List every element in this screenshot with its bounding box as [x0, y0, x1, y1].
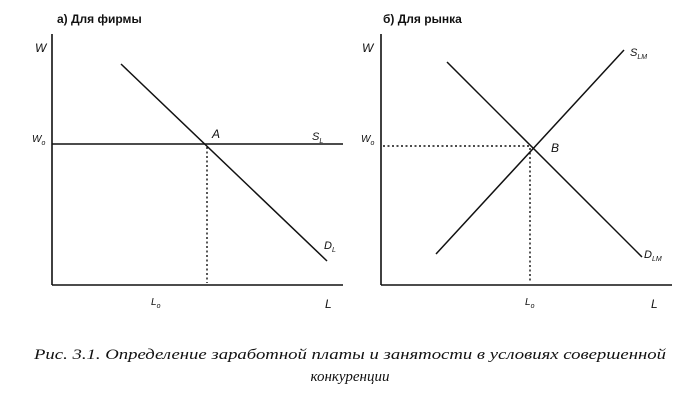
caption-line-2: конкуренции: [310, 369, 390, 385]
market-demand-line: [447, 62, 642, 257]
firm-demand-label: $D_L$: [324, 240, 336, 254]
market-x-axis-label: L: [651, 297, 658, 311]
panel-market-title: б) Для рынка: [383, 12, 462, 26]
market-employment-tick: $L_o$: [525, 297, 535, 310]
figure-caption: [33, 347, 667, 385]
caption-line-1: Рис. 3.1. Определение заработной платы и занятости в условиях совершенной: [32, 347, 667, 363]
market-supply-label: $S_{LM}$: [630, 47, 648, 61]
panel-firm-title: а) Для фирмы: [57, 12, 142, 26]
firm-wage-tick: $W_o$: [32, 134, 46, 147]
firm-equilibrium-point-label: A: [212, 127, 221, 141]
panel-market: [361, 12, 672, 311]
firm-demand-line: [121, 64, 327, 261]
firm-y-axis-label: W: [35, 41, 47, 55]
firm-employment-tick: $L_o$: [151, 297, 161, 310]
market-equilibrium-point-label: B: [551, 141, 560, 155]
market-wage-tick: $W_o$: [361, 134, 375, 147]
market-supply-line: [436, 50, 624, 254]
firm-x-axis-label: L: [325, 297, 332, 311]
market-y-axis-label: W: [362, 41, 374, 55]
firm-supply-label: $S_L$: [312, 131, 324, 145]
panel-firm: [32, 12, 343, 311]
market-demand-label: $D_{LM}$: [644, 249, 662, 263]
